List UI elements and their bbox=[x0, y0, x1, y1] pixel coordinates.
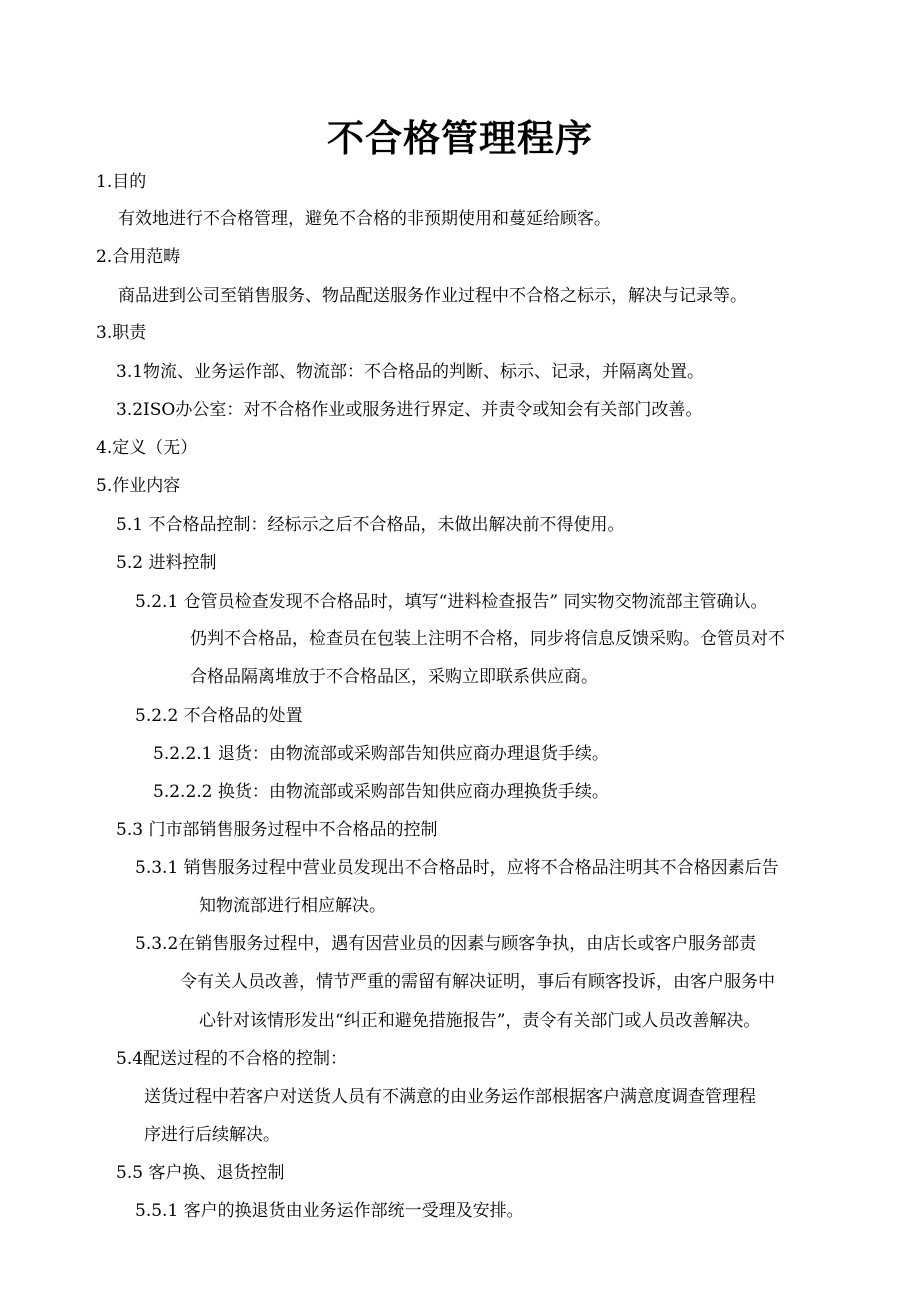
section-4-heading: 4.定义（无） bbox=[96, 438, 198, 458]
section-3-1-text: 3.1物流、业务运作部、物流部：不合格品的判断、标示、记录，并隔离处置。 bbox=[116, 362, 705, 382]
section-5-1-text: 5.1 不合格品控制：经标示之后不合格品，未做出解决前不得使用。 bbox=[116, 515, 625, 535]
section-5-3-1-line-1: 5.3.1 销售服务过程中营业员发现出不合格品时，应将不合格品注明其不合格因素后告 bbox=[135, 858, 779, 878]
section-5-3-2-line-1: 5.3.2在销售服务过程中，遇有因营业员的因素与顾客争执，由店长或客户服务部责 bbox=[135, 934, 757, 954]
section-1-heading: 1.目的 bbox=[96, 172, 147, 192]
section-5-2-heading: 5.2 进料控制 bbox=[116, 553, 217, 573]
section-5-5-1-text: 5.5.1 客户的换退货由业务运作部统一受理及安排。 bbox=[135, 1201, 524, 1221]
section-5-2-2-2-text: 5.2.2.2 换货：由物流部或采购部告知供应商办理换货手续。 bbox=[153, 782, 609, 802]
section-5-3-1-line-2: 知物流部进行相应解决。 bbox=[199, 896, 386, 916]
section-5-5-heading: 5.5 客户换、退货控制 bbox=[116, 1163, 285, 1183]
section-5-2-2-1-text: 5.2.2.1 退货：由物流部或采购部告知供应商办理退货手续。 bbox=[153, 744, 609, 764]
section-5-3-2-line-3: 心针对该情形发出“纠正和避免措施报告”，责令有关部门或人员改善解决。 bbox=[199, 1011, 761, 1031]
section-5-4-heading: 5.4配送过程的不合格的控制： bbox=[116, 1049, 348, 1069]
document-title: 不合格管理程序 bbox=[327, 116, 593, 160]
section-3-2-text: 3.2ISO办公室：对不合格作业或服务进行界定、并责令或知会有关部门改善。 bbox=[116, 400, 703, 420]
section-5-3-2-line-2: 令有关人员改善，情节严重的需留有解决证明，事后有顾客投诉，由客户服务中 bbox=[180, 972, 775, 992]
section-5-3-heading: 5.3 门市部销售服务过程中不合格品的控制 bbox=[116, 820, 438, 840]
section-5-2-1-line-1: 5.2.1 仓管员检查发现不合格品时，填写“进料检查报告” 同实物交物流部主管确认。 bbox=[135, 592, 768, 612]
section-1-body: 有效地进行不合格管理，避免不合格的非预期使用和蔓延给顾客。 bbox=[118, 209, 611, 229]
section-2-heading: 2.合用范畴 bbox=[96, 247, 181, 267]
section-5-heading: 5.作业内容 bbox=[96, 476, 181, 496]
section-2-body: 商品进到公司至销售服务、物品配送服务作业过程中不合格之标示，解决与记录等。 bbox=[118, 286, 747, 306]
section-5-4-line-1: 送货过程中若客户对送货人员有不满意的由业务运作部根据客户满意度调查管理程 bbox=[144, 1087, 756, 1107]
section-5-4-line-2: 序进行后续解决。 bbox=[144, 1125, 280, 1145]
section-5-2-2-heading: 5.2.2 不合格品的处置 bbox=[135, 706, 303, 726]
section-3-heading: 3.职责 bbox=[96, 323, 147, 343]
section-5-2-1-line-2: 仍判不合格品，检查员在包装上注明不合格，同步将信息反馈采购。仓管员对不 bbox=[190, 629, 785, 649]
section-5-2-1-line-3: 合格品隔离堆放于不合格品区，采购立即联系供应商。 bbox=[190, 667, 598, 687]
